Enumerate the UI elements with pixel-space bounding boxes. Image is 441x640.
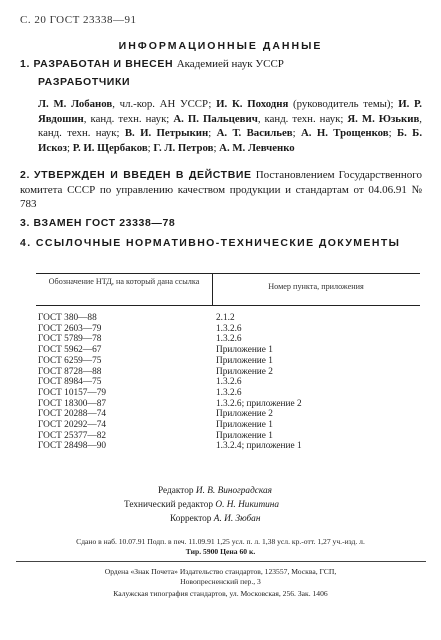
table-cell-designation: ГОСТ 380—88 <box>38 313 97 323</box>
imprint-line-1: Сдано в наб. 10.07.91 Подп. в печ. 11.09.91 1,25 усл. п. л. 1,38 усл. кр.-отт. 1,27 уч.-изд. л. <box>76 537 365 546</box>
section-4 <box>20 236 424 250</box>
developer-name: И. Р. Явдошин <box>38 98 422 125</box>
table-cell-clause: 1.3.2.6 <box>216 334 242 345</box>
table-header-rule <box>36 305 420 306</box>
table-cell-designation: ГОСТ 5962—67 <box>38 345 102 356</box>
developer-name: В. И. Петрыкин <box>124 127 209 140</box>
section-1 <box>20 58 284 70</box>
tech-editor-name: О. Н. Никитина <box>215 500 280 510</box>
section-2-rest: Постановлением Государственного комитета СССР по управлению качеством продукции и стандартам от 04.06.91 № 783 <box>20 169 423 211</box>
developers-list <box>38 97 422 155</box>
section-2 <box>20 168 422 212</box>
table-cell-designation: ГОСТ 2603—79 <box>38 323 102 334</box>
corrector-line <box>170 514 260 524</box>
developer-title: ; <box>208 127 217 140</box>
developer-title: , канд. техн. наук; <box>83 112 174 125</box>
imprint-line-4: Новопресненский пер., 3 <box>180 577 261 586</box>
table-header-clause: Номер пункта, приложения <box>268 282 364 291</box>
table-cell-clause: Приложение 2 <box>216 366 273 377</box>
table-cell-designation: ГОСТ 5789—78 <box>38 334 102 345</box>
developer-title: ; <box>213 141 220 154</box>
table-cell-designation: ГОСТ 25377—82 <box>38 430 107 441</box>
table-cell-clause: Приложение 1 <box>216 355 273 366</box>
table-cell-designation: ГОСТ 8984—75 <box>38 377 102 388</box>
table-cell-clause: Приложение 1 <box>216 345 273 356</box>
page-header: С. 20 ГОСТ 23338—91 <box>20 14 137 26</box>
imprint-line-3: Ордена «Знак Почета» Издательство стандартов, 123557, Москва, ГСП, <box>104 567 337 576</box>
section-3-number: 3. <box>20 217 30 229</box>
table-header-designation: Обозначение НТД, на который дана ссылка <box>48 277 200 286</box>
editor-role: Редактор <box>158 486 194 496</box>
section-1-number: 1. <box>20 58 30 70</box>
corrector-name: А. И. Зюбан <box>213 514 261 524</box>
imprint-line-5: Калужская типография стандартов, ул. Московская, 256. Зак. 1406 <box>113 589 328 598</box>
developer-name: А. Т. Васильев <box>216 127 293 140</box>
developer-name: Г. Л. Петров <box>153 141 214 154</box>
editor-line <box>158 486 272 496</box>
developers-title: РАЗРАБОТЧИКИ <box>38 76 131 88</box>
imprint-divider <box>16 561 426 562</box>
table-cell-clause: 1.3.2.6 <box>216 323 242 334</box>
section-1-rest: Академией наук УССР <box>176 58 284 70</box>
table-cell-clause: 1.3.2.6 <box>216 387 242 398</box>
developer-name: И. К. Походня <box>216 98 289 110</box>
section-1-title: РАЗРАБОТАН И ВНЕСЕН <box>33 58 174 70</box>
table-cell-designation: ГОСТ 8728—88 <box>38 366 102 377</box>
developer-name: Р. И. Щербаков <box>72 141 148 154</box>
developer-name: А. Н. Трощенков <box>300 127 389 140</box>
developer-title: ; <box>67 141 73 154</box>
developer-title: (руководитель темы); <box>288 98 399 110</box>
section-3 <box>20 217 175 229</box>
table-cell-clause: Приложение 1 <box>216 430 273 441</box>
developer-name: Б. Б. Искоз <box>38 127 423 154</box>
table-cell-designation: ГОСТ 6259—75 <box>38 355 102 366</box>
section-4-number: 4. <box>20 237 32 249</box>
section-3-title: ВЗАМЕН ГОСТ 23338—78 <box>33 217 176 229</box>
table-cell-designation: ГОСТ 28498—90 <box>38 441 107 452</box>
table-cell-designation: ГОСТ 18300—87 <box>38 398 107 409</box>
table-cell-designation: ГОСТ 10157—79 <box>38 387 107 398</box>
table-cell-designation: ГОСТ 20288—74 <box>38 409 107 420</box>
developer-title: ; <box>388 127 397 140</box>
developer-name: Л. М. Лобанов <box>38 98 113 110</box>
corrector-role: Корректор <box>170 514 212 524</box>
developer-title: , канд. техн. наук; <box>257 112 348 125</box>
table-cell-clause: 1.3.2.6 <box>216 377 242 388</box>
table-cell-clause: 2.1.2 <box>216 313 235 323</box>
table-cell-clause: 1.3.2.6; приложение 2 <box>216 398 302 409</box>
main-title: ИНФОРМАЦИОННЫЕ ДАННЫЕ <box>118 40 323 52</box>
tech-editor-role: Технический редактор <box>124 500 214 510</box>
imprint-line-2: Тир. 5900 Цена 60 к. <box>185 547 256 556</box>
table-cell-clause: Приложение 1 <box>216 420 273 430</box>
developer-title: ; <box>292 127 301 140</box>
developer-title: ; <box>147 141 154 154</box>
section-4-title: ССЫЛОЧНЫЕ НОРМАТИВНО-ТЕХНИЧЕСКИЕ ДОКУМЕНТЫ <box>35 237 401 249</box>
developer-name: Я. М. Юзькив <box>347 112 420 125</box>
developer-title: , чл.-кор. АН УССР; <box>112 98 217 110</box>
table-cell-clause: Приложение 2 <box>216 409 273 420</box>
section-2-number: 2. <box>20 169 30 181</box>
developer-title: , канд. техн. наук; <box>38 112 422 140</box>
table-top-rule <box>36 273 420 274</box>
table-cell-designation: ГОСТ 20292—74 <box>38 420 107 430</box>
section-2-title: УТВЕРЖДЕН И ВВЕДЕН В ДЕЙСТВИЕ <box>34 169 252 181</box>
table-cell-clause: 1.3.2.4; приложение 1 <box>216 441 302 452</box>
tech-editor-line <box>124 500 279 510</box>
developer-name: А. П. Пальцевич <box>173 112 258 125</box>
developer-name: А. М. Левченко <box>219 141 295 154</box>
editor-name: И. В. Виноградская <box>195 486 272 496</box>
